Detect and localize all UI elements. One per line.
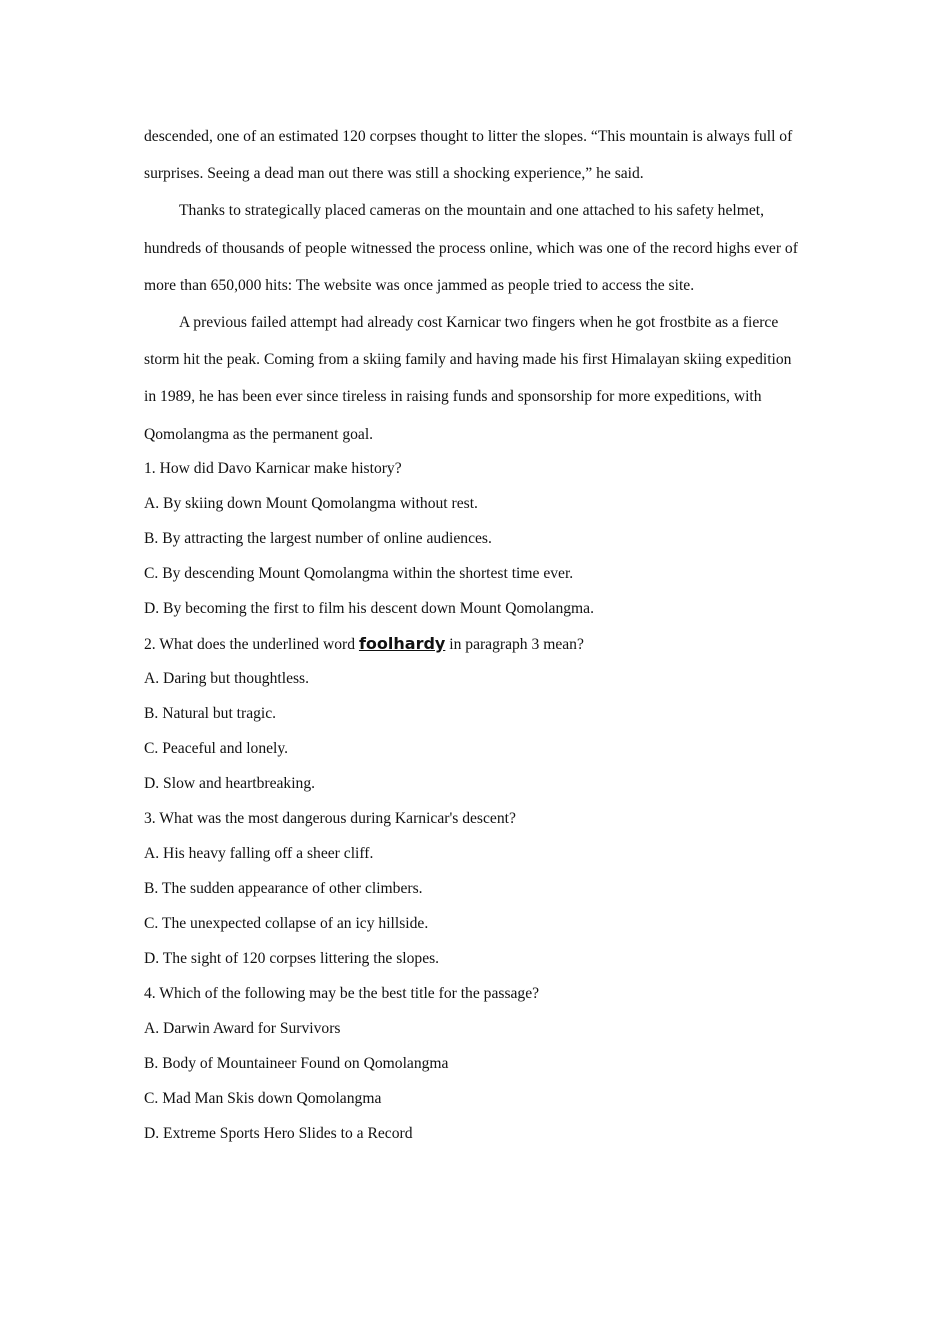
answer-option-c: C. By descending Mount Qomolangma within the shortest time ever. <box>144 564 574 582</box>
passage-paragraph: A previous failed attempt had already cost Karnicar two fingers when he got frostbite as a fierce storm hit the peak. Coming from a skiing family and having made his first Himalayan skiing expedition in 1989, he has been ever since tireless in raising funds and sponsorship for more expeditions, with Qomolangma as the permanent goal. <box>144 314 792 443</box>
reading-passage <box>144 118 806 453</box>
question-4 <box>144 976 806 1151</box>
answer-option-a: A. By skiing down Mount Qomolangma without rest. <box>144 494 478 512</box>
question-stem: 3. What was the most dangerous during Karnicar's descent? <box>144 809 516 827</box>
answer-option-b: B. The sudden appearance of other climbers. <box>144 879 423 897</box>
answer-option-d: D. The sight of 120 corpses littering the slopes. <box>144 949 440 967</box>
answer-option-c: C. The unexpected collapse of an icy hillside. <box>144 914 429 932</box>
question-stem: 1. How did Davo Karnicar make history? <box>144 459 402 477</box>
answer-option-a: A. Darwin Award for Survivors <box>144 1019 341 1037</box>
question-3 <box>144 801 806 976</box>
question-stem <box>144 626 806 661</box>
underlined-keyword: foolhardy <box>358 633 446 653</box>
question-list <box>144 451 806 1151</box>
answer-option-d: D. Slow and heartbreaking. <box>144 774 316 792</box>
answer-option-b: B. By attracting the largest number of online audiences. <box>144 529 492 547</box>
answer-option-c: C. Mad Man Skis down Qomolangma <box>144 1089 382 1107</box>
document-page <box>144 118 806 1151</box>
answer-option-a: A. His heavy falling off a sheer cliff. <box>144 844 374 862</box>
question-1 <box>144 451 806 626</box>
answer-option-d: D. Extreme Sports Hero Slides to a Record <box>144 1124 413 1142</box>
answer-option-b: B. Natural but tragic. <box>144 704 277 722</box>
answer-option-c: C. Peaceful and lonely. <box>144 739 289 757</box>
answer-option-a: A. Daring but thoughtless. <box>144 669 310 687</box>
question-stem: 4. Which of the following may be the best title for the passage? <box>144 984 540 1002</box>
passage-paragraph: descended, one of an estimated 120 corpses thought to litter the slopes. “This mountain is always full of surprises. Seeing a dead man out there was still a shocking experience,” he said. <box>144 128 793 183</box>
question-stem-after: in paragraph 3 mean? <box>445 635 584 653</box>
question-2 <box>144 626 806 801</box>
answer-option-d: D. By becoming the first to film his descent down Mount Qomolangma. <box>144 599 594 617</box>
passage-paragraph: Thanks to strategically placed cameras on the mountain and one attached to his safety helmet, hundreds of thousands of people witnessed the process online, which was one of the record highs ever of more than 650,000 hits: The website was once jammed as people tried to access the site. <box>144 202 798 294</box>
question-stem-before: 2. What does the underlined word <box>144 635 359 653</box>
answer-option-b: B. Body of Mountaineer Found on Qomolangma <box>144 1054 449 1072</box>
